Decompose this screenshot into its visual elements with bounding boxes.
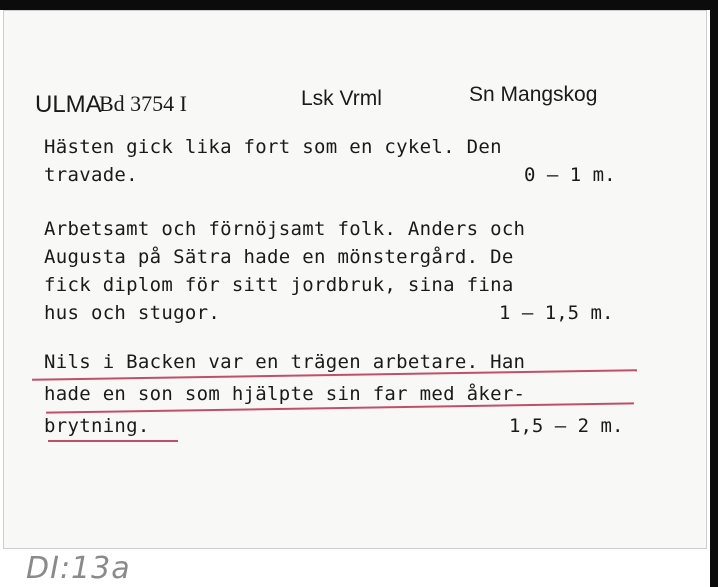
entry-line: Hästen gick lika fort som en cykel. Den (44, 136, 502, 158)
depth-measure: 1,5 – 2 m. (509, 415, 624, 437)
entry-3 (4, 351, 706, 451)
card-header (4, 81, 706, 121)
entry-line: hade en son som hjälpte sin far med åker- (44, 383, 526, 405)
entry-line: hus och stugor. (44, 302, 221, 324)
entry-line: Nils i Backen var en trägen arbetare. Han (44, 351, 526, 373)
archive-card (3, 10, 707, 549)
entry-line: Augusta på Sätra hade en mönstergård. De (44, 246, 514, 268)
depth-measure: 1 – 1,5 m. (499, 302, 614, 324)
entry-line: Arbetsamt och förnöjsamt folk. Anders och (44, 218, 526, 240)
scan-top-border (0, 0, 718, 10)
archive-code: ULMA (35, 91, 102, 118)
underline-mark (48, 440, 178, 442)
entry-line: fick diplom för sitt jordbruk, sina fina (44, 274, 514, 296)
depth-measure: 0 – 1 m. (524, 164, 616, 186)
entry-2 (4, 218, 706, 338)
parish-name: Sn Mangskog (469, 83, 598, 106)
volume-number: Bd 3754 I (99, 91, 187, 116)
entry-1 (4, 136, 706, 196)
entry-line: brytning. (44, 415, 150, 437)
entry-line: travade. (44, 164, 138, 186)
catalog-mark: DI:13a (26, 551, 131, 586)
scan-right-border (710, 0, 718, 587)
region-code: Lsk Vrml (301, 87, 382, 110)
